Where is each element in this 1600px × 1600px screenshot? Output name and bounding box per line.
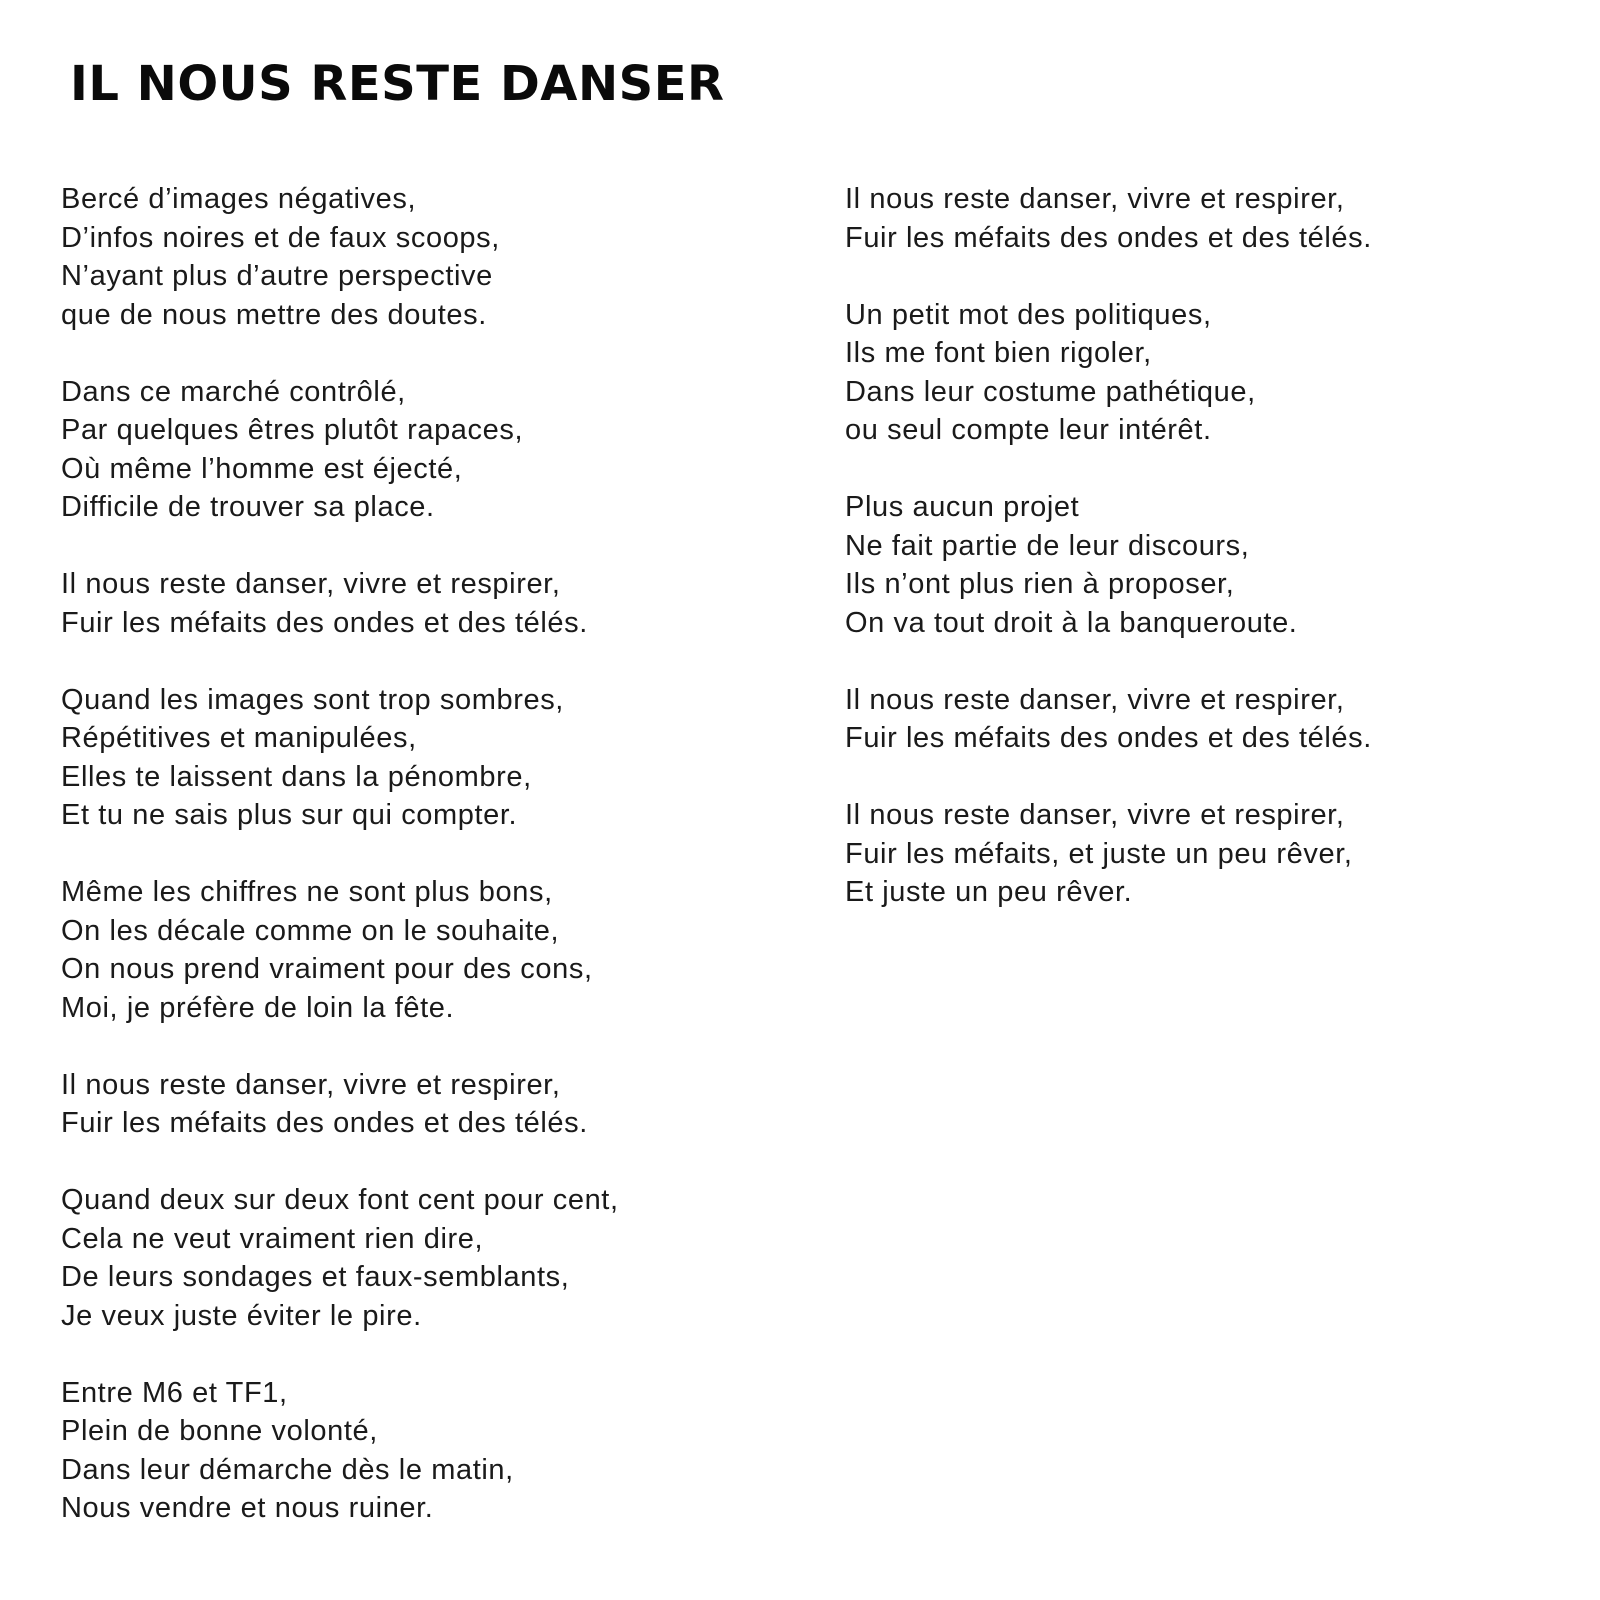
- lyric-line: De leurs sondages et faux-semblants,: [61, 1261, 570, 1293]
- lyric-line: Ils me font bien rigoler,: [845, 337, 1152, 369]
- lyric-line: Où même l’homme est éjecté,: [61, 452, 463, 485]
- lyric-line: Par quelques êtres plutôt rapaces,: [61, 414, 524, 446]
- stanza: [61, 373, 781, 527]
- lyric-line: Même les chiffres ne sont plus bons,: [61, 876, 553, 908]
- lyric-line: Plus aucun projet: [845, 491, 1080, 523]
- lyric-line: Quand les images sont trop sombres,: [61, 683, 564, 716]
- lyric-line: Ne fait partie de leur discours,: [845, 529, 1250, 562]
- lyric-line: Bercé d’images négatives,: [61, 183, 417, 215]
- lyric-line: que de nous mettre des doutes.: [61, 298, 487, 331]
- stanza: [61, 565, 781, 642]
- lyric-line: Fuir les méfaits des ondes et des télés.: [845, 221, 1372, 254]
- lyric-line: On va tout droit à la banqueroute.: [845, 606, 1298, 639]
- page-title: IL NOUS RESTE DANSER: [70, 56, 725, 112]
- lyric-line: Répétitives et manipulées,: [61, 722, 417, 754]
- lyric-line: Il nous reste danser, vivre et respirer,: [845, 683, 1345, 716]
- lyric-line: Entre M6 et TF1,: [61, 1376, 288, 1409]
- lyrics-column-right: [845, 180, 1565, 950]
- lyric-line: Dans ce marché contrôlé,: [61, 375, 406, 408]
- stanza: [845, 681, 1565, 758]
- lyric-line: Nous vendre et nous ruiner.: [61, 1492, 434, 1524]
- stanza: [61, 1374, 781, 1528]
- lyric-line: Et tu ne sais plus sur qui compter.: [61, 799, 518, 831]
- lyric-line: On les décale comme on le souhaite,: [61, 914, 560, 947]
- lyric-line: Plein de bonne volonté,: [61, 1415, 378, 1447]
- stanza: [845, 180, 1565, 257]
- lyric-line: N’ayant plus d’autre perspective: [61, 260, 493, 292]
- stanza: [61, 681, 781, 835]
- lyric-line: ou seul compte leur intérêt.: [845, 414, 1212, 446]
- stanza: [61, 1066, 781, 1143]
- stanza: [61, 1181, 781, 1335]
- lyric-line: Fuir les méfaits des ondes et des télés.: [61, 606, 588, 639]
- lyric-line: Il nous reste danser, vivre et respirer,: [61, 568, 561, 600]
- lyric-line: Dans leur démarche dès le matin,: [61, 1453, 514, 1486]
- lyric-line: Elles te laissent dans la pénombre,: [61, 760, 532, 793]
- lyric-line: Il nous reste danser, vivre et respirer,: [61, 1068, 561, 1101]
- stanza: [845, 488, 1565, 642]
- lyric-line: Un petit mot des politiques,: [845, 298, 1212, 331]
- lyric-line: Il nous reste danser, vivre et respirer,: [845, 183, 1345, 215]
- lyric-line: Il nous reste danser, vivre et respirer,: [845, 799, 1345, 831]
- lyric-line: Quand deux sur deux font cent pour cent,: [61, 1184, 619, 1216]
- lyric-line: On nous prend vraiment pour des cons,: [61, 953, 593, 985]
- lyric-line: Dans leur costume pathétique,: [845, 375, 1256, 408]
- lyric-line: Cela ne veut vraiment rien dire,: [61, 1222, 484, 1255]
- lyric-line: Je veux juste éviter le pire.: [61, 1299, 422, 1332]
- lyric-line: Fuir les méfaits, et juste un peu rêver,: [845, 837, 1353, 870]
- stanza: [845, 796, 1565, 912]
- lyric-line: Fuir les méfaits des ondes et des télés.: [845, 722, 1372, 754]
- lyrics-column-left: [61, 180, 781, 1566]
- lyric-line: Et juste un peu rêver.: [845, 876, 1133, 908]
- lyric-line: Difficile de trouver sa place.: [61, 491, 435, 523]
- lyric-line: Ils n’ont plus rien à proposer,: [845, 568, 1235, 600]
- lyric-line: D’infos noires et de faux scoops,: [61, 221, 500, 254]
- stanza: [845, 296, 1565, 450]
- stanza: [61, 873, 781, 1027]
- lyric-line: Fuir les méfaits des ondes et des télés.: [61, 1107, 588, 1139]
- stanza: [61, 180, 781, 334]
- lyric-line: Moi, je préfère de loin la fête.: [61, 991, 455, 1024]
